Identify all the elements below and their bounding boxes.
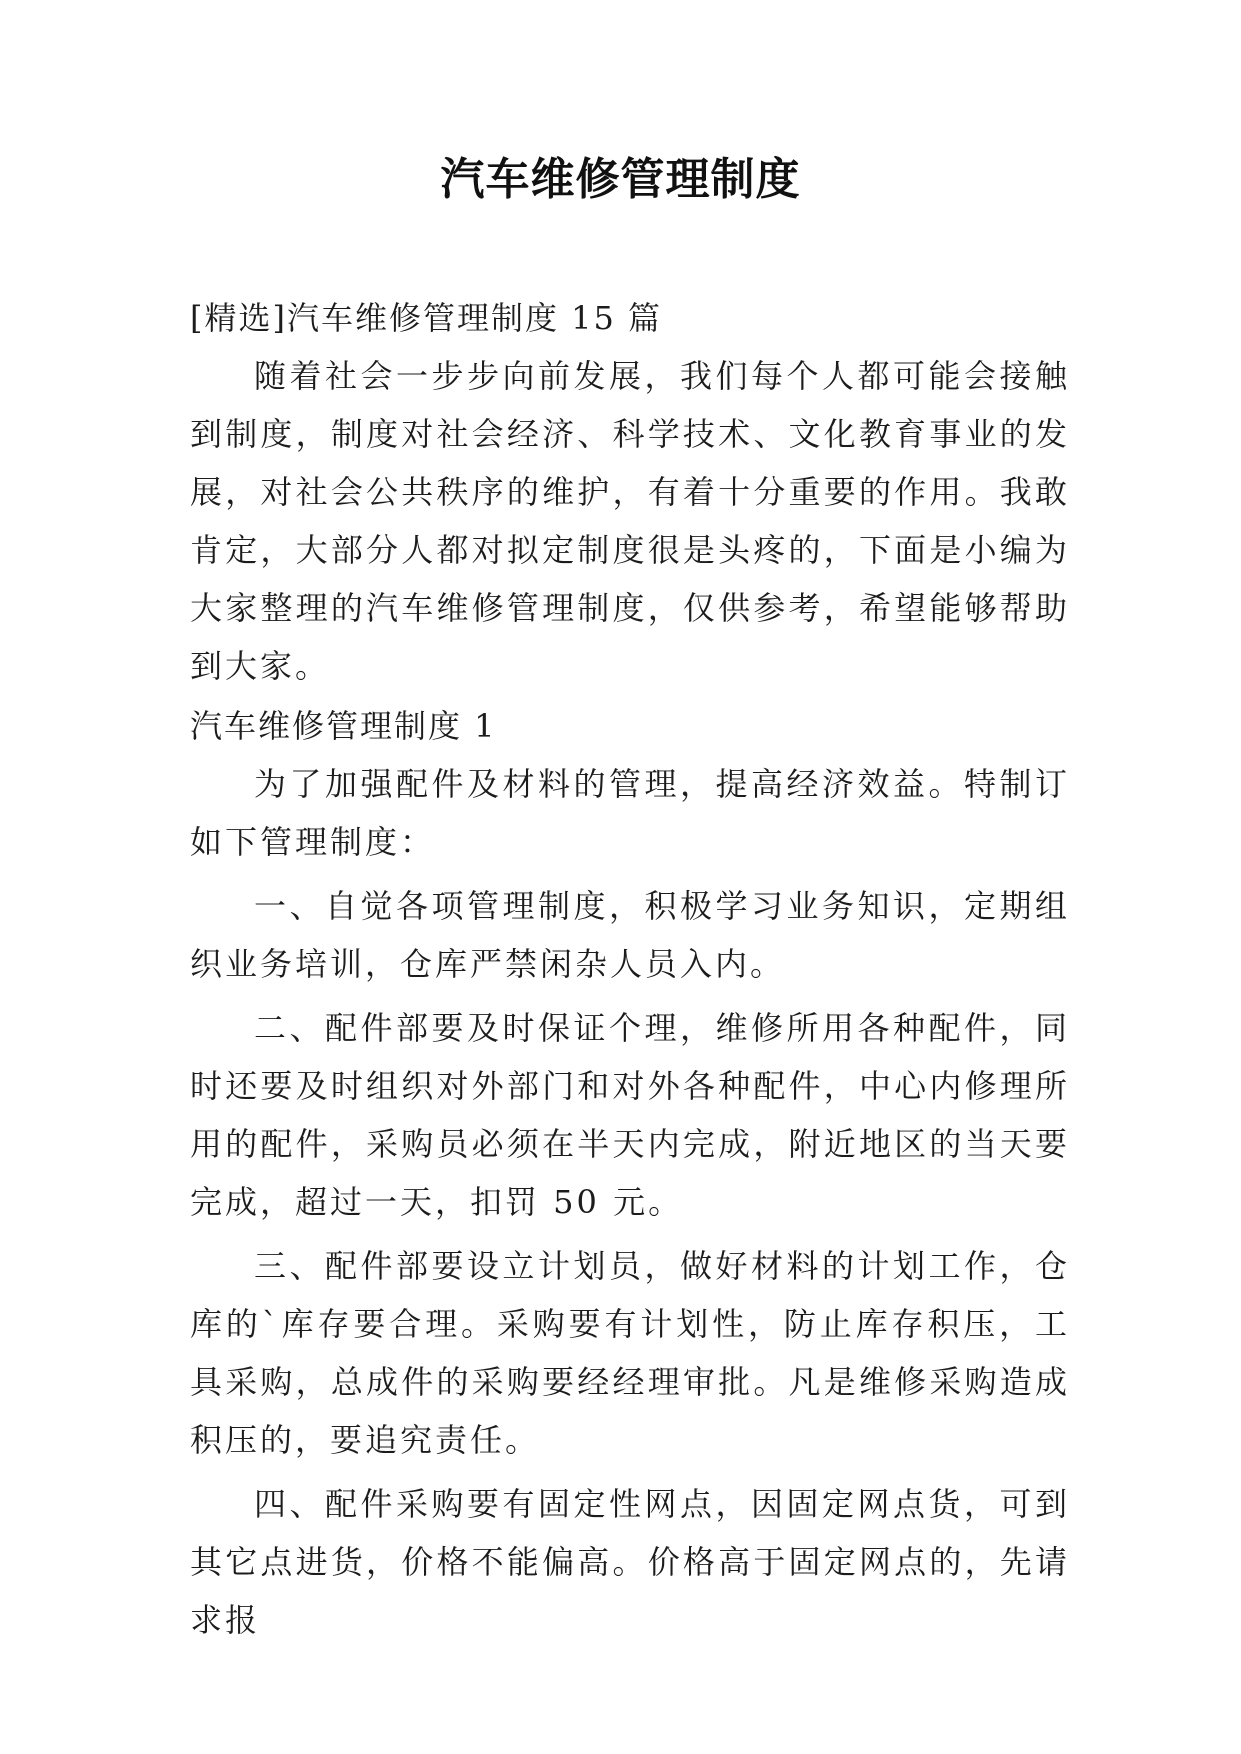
intro-paragraph: 随着社会一步步向前发展，我们每个人都可能会接触到制度，制度对社会经济、科学技术、文化教育事业的发展，对社会公共秩序的维护，有着十分重要的作用。我敢肯定，大部分人都对拟定制度很是头疼的，下面是小编为大家整理的汽车维修管理制度，仅供参考，希望能够帮助到大家。 [190,357,1070,685]
section-body [190,755,1070,1655]
section-paragraph: 三、配件部要设立计划员，做好材料的计划工作，仓库的`库存要合理。采购要有计划性，防止库存积压，工具采购，总成件的采购要经经理审批。凡是维修采购造成积压的，要追究责任。 [190,1247,1070,1459]
section-paragraph: 一、自觉各项管理制度，积极学习业务知识，定期组织业务培训，仓库严禁闲杂人员入内。 [190,887,1070,983]
section-paragraph: 四、配件采购要有固定性网点，因固定网点货，可到其它点进货，价格不能偏高。价格高于固定网点的，先请求报 [190,1485,1070,1639]
section-heading: 汽车维修管理制度 1 [190,707,497,745]
section-paragraph: 为了加强配件及材料的管理，提高经济效益。特制订如下管理制度： [190,765,1070,861]
intro-section [190,347,1070,695]
section-paragraph: 二、配件部要及时保证个理，维修所用各种配件，同时还要及时组织对外部门和对外各种配件，中心内修理所用的配件，采购员必须在半天内完成，附近地区的当天要完成，超过一天，扣罚 50 元。 [190,1009,1070,1221]
document-subtitle: [精选]汽车维修管理制度 15 篇 [190,299,663,337]
document-title: 汽车维修管理制度 [440,154,801,205]
